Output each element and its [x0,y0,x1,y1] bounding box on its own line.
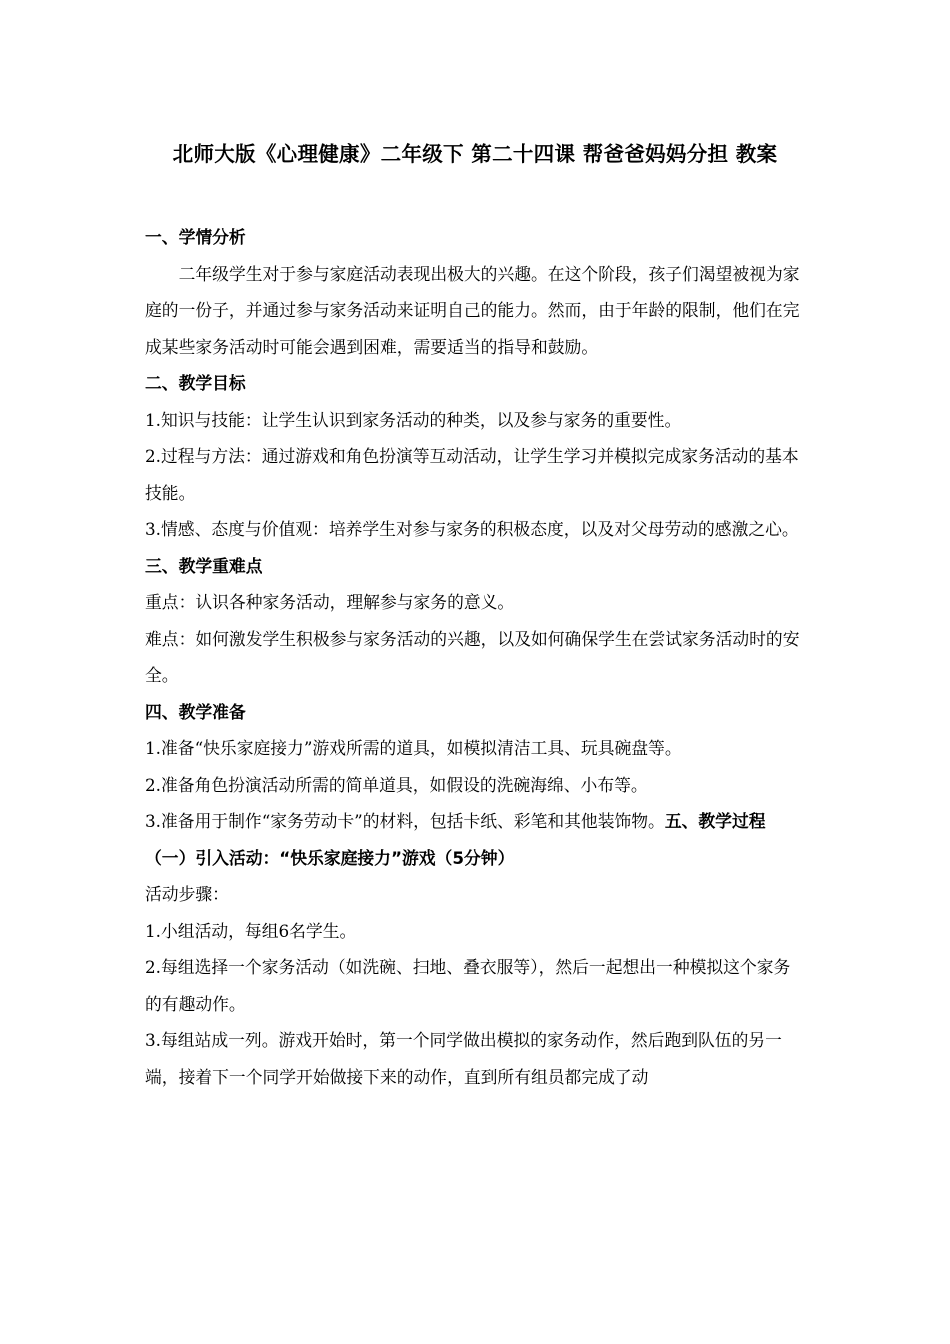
section-heading-process: 五、教学过程 [664,811,766,831]
section-heading-analysis: 一、学情分析 [145,227,246,247]
step-item-2: 2.每组选择一个家务活动（如洗碗、扫地、叠衣服等），然后一起想出一种模拟这个家务的有趣动作。 [145,957,791,1014]
prep-item-2: 2.准备角色扮演活动所需的简单道具，如假设的洗碗海绵、小布等。 [145,774,648,795]
steps-label: 活动步骤： [145,884,229,904]
step-item-3: 3.每组站成一列。游戏开始时，第一个同学做出模拟的家务动作，然后跑到队伍的另一端，接着下一个同学开始做接下来的动作，直到所有组员都完成了动 [145,1030,782,1087]
document-title: 北师大版《心理健康》二年级下 第二十四课 帮爸爸妈妈分担 教案 [172,142,778,166]
goal-item-3: 3.情感、态度与价值观：培养学生对参与家务的积极态度，以及对父母劳动的感激之心。 [145,519,799,539]
subsection-heading-intro-activity: （一）引入活动：“快乐家庭接力”游戏（5分钟） [145,847,515,868]
goal-item-2: 2.过程与方法：通过游戏和角色扮演等互动活动，让学生学习并模拟完成家务活动的基本技能。 [145,446,799,503]
section-heading-key-points: 三、教学重难点 [145,555,263,576]
prep-item-3-with-next-heading [145,803,807,840]
key-point: 重点：认识各种家务活动，理解参与家务的意义。 [145,592,515,612]
prep-item-3: 3.准备用于制作“家务劳动卡”的材料，包括卡纸、彩笔和其他装饰物。 [145,811,665,831]
step-item-1: 1.小组活动，每组6名学生。 [145,920,357,941]
prep-item-1: 1.准备“快乐家庭接力”游戏所需的道具，如模拟清洁工具、玩具碗盘等。 [145,738,682,758]
difficult-point: 难点：如何激发学生积极参与家务活动的兴趣，以及如何确保学生在尝试家务活动时的安全。 [145,628,800,685]
document-body [145,219,807,1095]
section-heading-goals: 二、教学目标 [145,373,246,393]
section-heading-preparation: 四、教学准备 [145,701,246,722]
goal-item-1: 1.知识与技能：让学生认识到家务活动的种类，以及参与家务的重要性。 [145,409,682,430]
analysis-paragraph: 二年级学生对于参与家庭活动表现出极大的兴趣。在这个阶段，孩子们渴望被视为家庭的一份子，并通过参与家务活动来证明自己的能力。然而，由于年龄的限制，他们在完成某些家务活动时可能会遇到困难，需要适当的指导和鼓励。 [145,263,800,357]
